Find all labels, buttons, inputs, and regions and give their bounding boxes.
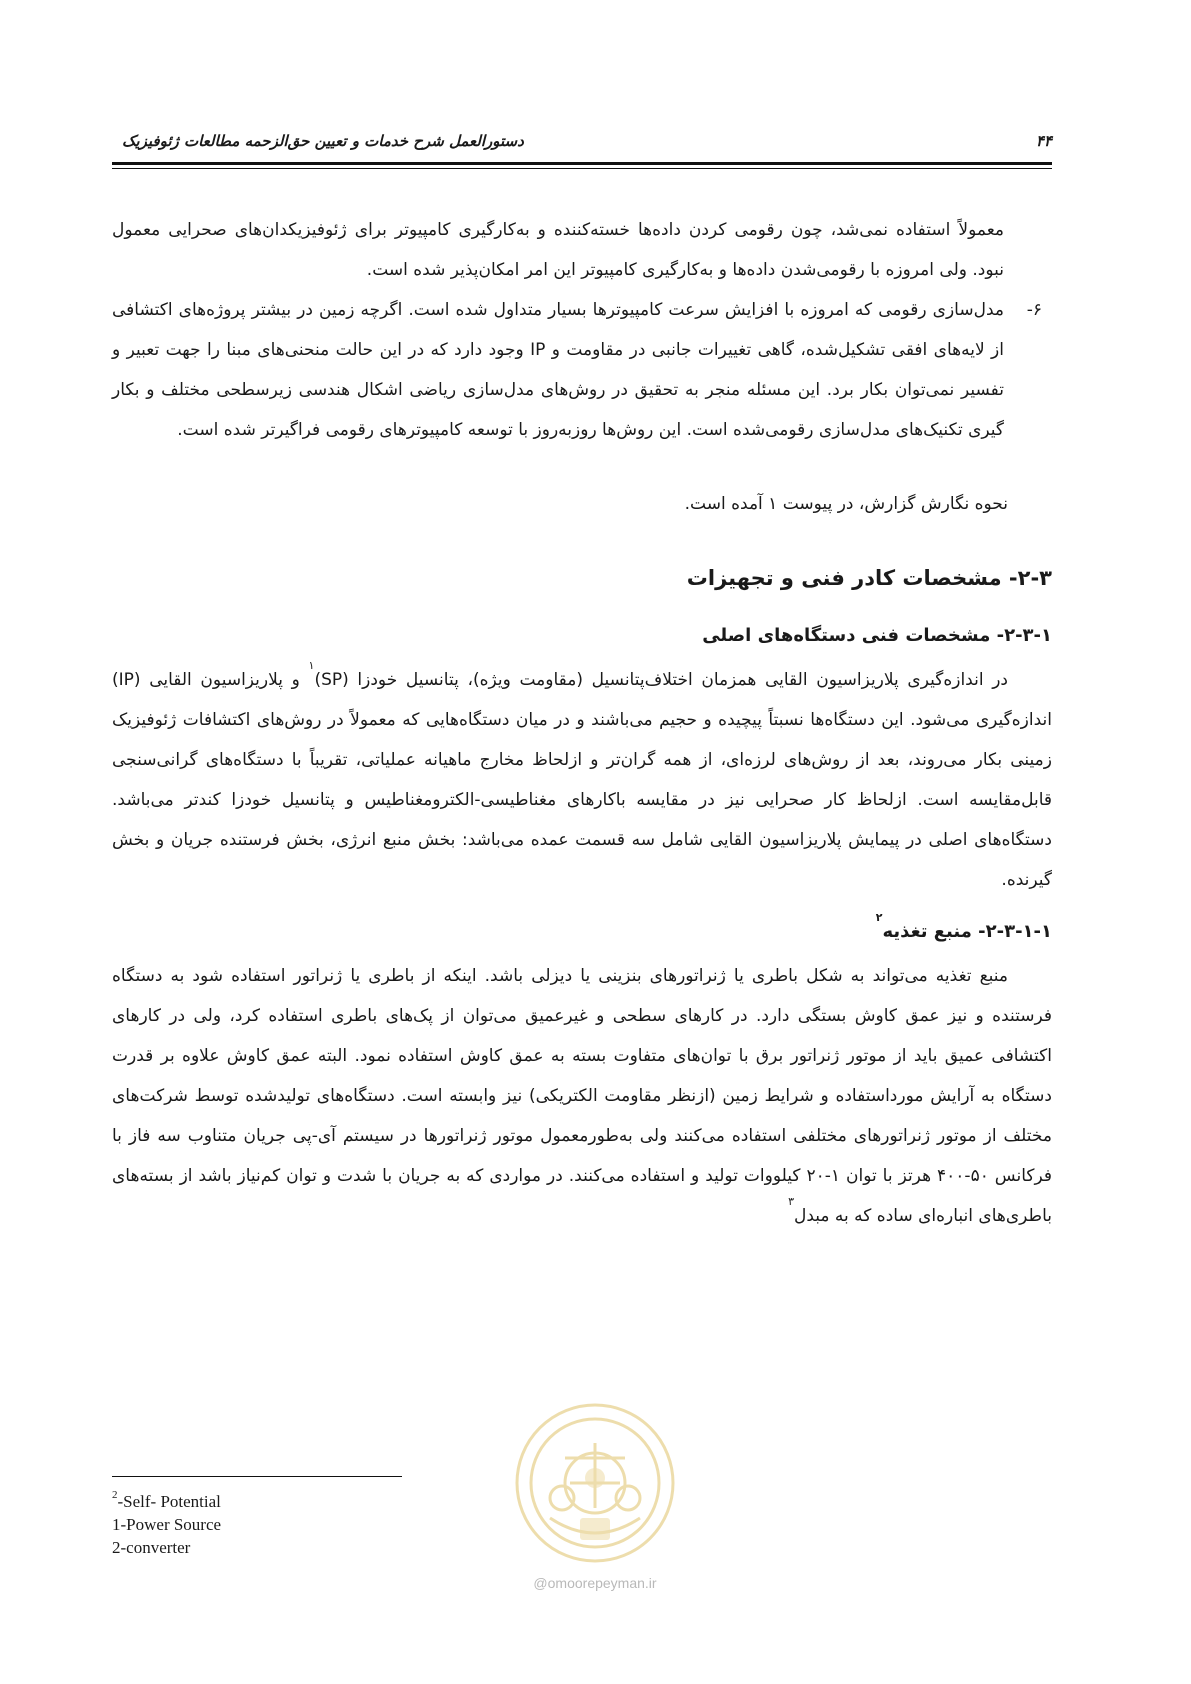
footnote-rule	[112, 1476, 402, 1477]
footnote-text: 1-Power Source	[112, 1515, 222, 1534]
watermark-url: @omoorepeyman.ir	[533, 1575, 657, 1591]
body-text	[112, 210, 1052, 1236]
footnote-text: 2-converter	[112, 1538, 191, 1557]
footnote-mark: 2	[112, 1489, 118, 1501]
subsubsection-heading-text: ۲-۳-۱-۱- منبع تغذیه	[882, 921, 1052, 942]
footnote-item	[112, 1513, 221, 1536]
footnote-ref-3: ۳	[788, 1195, 795, 1208]
footnote-item	[112, 1536, 221, 1559]
page-number: ۴۴	[1035, 132, 1052, 150]
paragraph-power-source	[112, 956, 1052, 1236]
watermark-seal-icon	[510, 1398, 680, 1568]
paragraph-devices-part2: و پلاریزاسیون القایی (IP) اندازه‌گیری می‌شود. این دستگاه‌ها نسبتاً پیچیده و حجیم می‌باشند و در میان دستگاه‌هایی که معمولاً در روش‌های اکتشافات ژئوفیزیک زمینی بکار می‌روند، بعد از روش‌های لرزه‌ای، از همه گران‌تر و ازلحاظ مخارج ماهیانه عملیاتی، تقریباً با دستگاه‌های گرانی‌سنجی قابل‌مقایسه است. ازلحاظ کار صحرایی نیز در مقایسه باکارهای مغناطیسی-الکترومغناطیس و پتانسیل خودزا کندتر می‌باشد. دستگاه‌های اصلی در پیمایش پلاریزاسیون القایی شامل سه قسمت عمده می‌باشد: بخش منبع انرژی، بخش فرستنده جریان و بخش گیرنده.	[112, 670, 1052, 890]
section-heading: ۲-۳- مشخصات کادر فنی و تجهیزات	[686, 566, 1052, 590]
running-title: دستورالعمل شرح خدمات و تعیین حق‌الزحمه مطالعات ژئوفیزیک	[122, 132, 524, 150]
header-rule-thin	[112, 168, 1052, 169]
header-rule-thick	[112, 162, 1052, 165]
footnote-ref-2: ۲	[875, 911, 883, 924]
paragraph-power-source-text: منبع تغذیه می‌تواند به شکل باطری یا ژنراتورهای بنزینی یا دیزلی باشد. اینکه از باطری یا ژنراتور استفاده شود به دستگاه فرستنده و نیز عمق کاوش بستگی دارد. در کارهای سطحی و غیرعمیق می‌توان از پک‌های باطری استفاده کرد، ولی در کارهای اکتشافی عمیق باید از موتور ژنراتور برق با توان‌های متفاوت بسته به عمق کاوش استفاده نمود. البته عمق کاوش علاوه بر قدرت دستگاه به آرایش مورداستفاده و شرایط زمین (ازنظر مقاومت الکتریکی) نیز وابسته است. دستگاه‌های تولیدشده توسط شرکت‌های مختلف از موتور ژنراتورهای مختلفی استفاده می‌کنند ولی به‌طورمعمول موتور ژنراتورها در سیستم آی-پی جریان متناوب سه فاز با فرکانس ۵۰-۴۰۰ هرتز با توان ۱-۲۰ کیلووات تولید و استفاده می‌کنند. در مواردی که به جریان با شدت و توان کم‌نیاز باشد از بسته‌های باطری‌های انباره‌ای ساده که به مبدل	[112, 966, 1052, 1226]
subsubsection-heading	[112, 912, 1052, 952]
report-note: نحوه نگارش گزارش، در پیوست ۱ آمده است.	[684, 494, 1008, 514]
running-header	[112, 126, 1052, 162]
paragraph-devices-part1: در اندازه‌گیری پلاریزاسیون القایی همزمان اختلاف‌پتانسیل (مقاومت ویژه)، پتانسیل خودزا (SP)	[314, 670, 1008, 690]
footnote-item	[112, 1490, 221, 1513]
list-item-6	[112, 290, 1052, 450]
footnotes	[112, 1490, 221, 1559]
paragraph-continuation: معمولاً استفاده نمی‌شد، چون رقومی کردن داده‌ها خسته‌کننده و به‌کارگیری کامپیوتر برای ژئوفیزیکدان‌های صحرایی معمول نبود. ولی امروزه با رقومی‌شدن داده‌ها و به‌کارگیری کامپیوتر این امر امکان‌پذیر شده است.	[112, 220, 1004, 280]
list-item-text: مدل‌سازی رقومی که امروزه با افزایش سرعت کامپیوترها بسیار متداول شده است. اگرچه زمین در بیشتر پروژه‌های اکتشافی از لایه‌های افقی تشکیل‌شده، گاهی تغییرات جانبی در مقاومت و IP وجود دارد که در این حالت منحنی‌های مبنا را جهت تعبیر و تفسیر نمی‌توان بکار برد. این مسئله منجر به تحقیق در روش‌های مدل‌سازی ریاضی اشکال هندسی زیرسطحی مختلف و بکار گیری تکنیک‌های مدل‌سازی رقومی‌شده است. این روش‌ها روزبه‌روز با توسعه کامپیوترهای رقومی فراگیرتر شده است.	[112, 300, 1004, 440]
list-number: ۶-	[1026, 300, 1042, 320]
footnote-ref-1: ۱	[308, 659, 315, 672]
paragraph-devices	[112, 660, 1052, 900]
subsection-heading: ۲-۳-۱- مشخصات فنی دستگاه‌های اصلی	[702, 625, 1052, 646]
footnote-text: -Self- Potential	[117, 1492, 221, 1511]
